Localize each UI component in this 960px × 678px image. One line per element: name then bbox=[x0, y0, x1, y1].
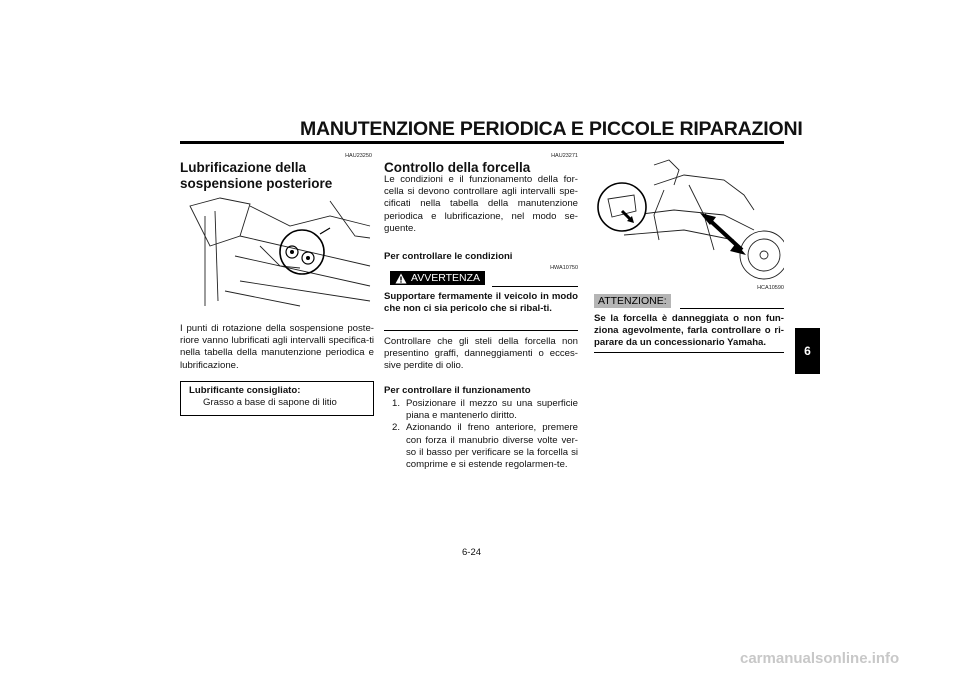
subheading-check-operation: Per controllare il funzionamento bbox=[384, 385, 531, 396]
fork-check-illustration bbox=[594, 155, 784, 290]
lubricant-value: Grasso a base di sapone di litio bbox=[203, 397, 337, 408]
watermark: carmanualsonline.info bbox=[740, 650, 900, 667]
warning-rule bbox=[492, 286, 578, 287]
section-code: HAU23250 bbox=[345, 153, 372, 159]
caution-code: HCA10590 bbox=[757, 285, 784, 291]
caution-text: Se la forcella è danneggiata o non fun-ziona agevolmente, farla controllare o ri-parare da un concessionario Yamaha. bbox=[594, 313, 784, 349]
list-item: 2. Azionando il freno anteriore, premere con forza il manubrio diverse volte ver-so il basso per verificare se la forcella si comprime e si estende regolarmen-te. bbox=[392, 422, 578, 471]
rear-suspension-paragraph: I punti di rotazione della sospensione poste-riore vanno lubrificati agli intervalli specifica-ti nella tabella della manutenzione periodica e lubrificazione. bbox=[180, 323, 374, 371]
header-rule bbox=[180, 141, 784, 144]
subheading-check-condition: Per controllare le condizioni bbox=[384, 251, 513, 262]
section-code: HAU23271 bbox=[551, 153, 578, 159]
warning-code: HWA10750 bbox=[550, 265, 578, 271]
condition-paragraph: Controllare che gli steli della forcella non presentino graffi, danneggiamenti o ecces-sive perdite di olio. bbox=[384, 336, 578, 372]
warning-label: AVVERTENZA bbox=[411, 272, 481, 284]
operation-steps-list bbox=[384, 398, 578, 471]
rear-suspension-illustration bbox=[180, 196, 374, 316]
caution-badge: ATTENZIONE: bbox=[594, 294, 671, 308]
page-header-title: MANUTENZIONE PERIODICA E PICCOLE RIPARAZIONI bbox=[300, 118, 803, 140]
caution-bottom-rule bbox=[594, 352, 784, 353]
lubricant-label: Lubrificante consigliato: bbox=[189, 385, 301, 396]
list-item: 1. Posizionare il mezzo su una superficie piana e mantenerlo diritto. bbox=[392, 398, 578, 422]
warning-text: Supportare fermamente il veicolo in modo che non ci sia pericolo che si ribal-ti. bbox=[384, 291, 578, 315]
section-heading-rear-suspension: Lubrificazione della sospensione posteriore bbox=[180, 160, 333, 191]
warning-triangle-icon bbox=[395, 273, 407, 284]
section-heading-fork-check: Controllo della forcella bbox=[384, 160, 531, 175]
page-number: 6-24 bbox=[462, 547, 482, 558]
warning-badge bbox=[390, 271, 485, 285]
recommended-lubricant-box bbox=[180, 381, 374, 416]
chapter-tab[interactable]: 6 bbox=[795, 328, 820, 374]
caution-rule bbox=[680, 308, 784, 309]
fork-intro-paragraph: Le condizioni e il funzionamento della for-cella si devono controllare agli intervalli spe-cificati nella tabella della manutenzione periodica e lubrificazione, nel modo se-guente. bbox=[384, 174, 578, 234]
warning-bottom-rule bbox=[384, 330, 578, 331]
